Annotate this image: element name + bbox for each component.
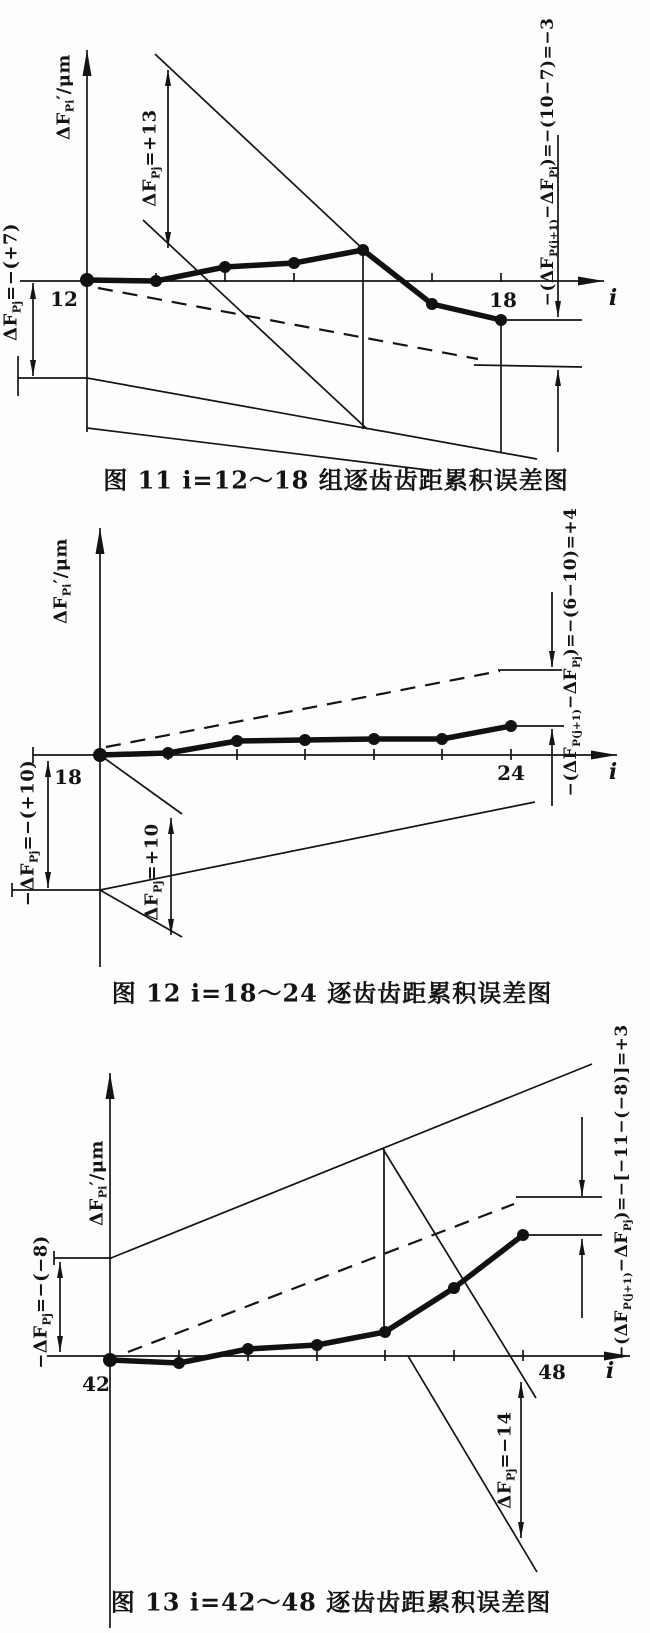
fig13-group-correction-annotation: $-(\Delta F_{P(j+1)}-\Delta F_{Pj})=-[-11-(-8)]=+3$ — [612, 1024, 634, 1360]
fig12-x-start-label: 18 — [54, 765, 82, 789]
fig11-left-offset-annotation: $\Delta F_{Pj}=-(+7)$ — [0, 223, 24, 341]
fig13-pitch-dev-annotation: $\Delta F_{Pj}=-14$ — [494, 1411, 518, 1509]
fig11-group-correction-annotation: $-(\Delta F_{P(j+1)}-\Delta F_{Pj})=-(10-7)=-3$ — [538, 17, 560, 307]
fig12-pitch-dev-annotation: $\Delta F_{Pj}=+10$ — [141, 823, 165, 921]
fig12-left-offset-annotation: $-\Delta F_{Pj}=-(+10)$ — [17, 759, 41, 907]
fig13-left-offset-annotation: $-\Delta F_{Pj}=-(-8)$ — [30, 1235, 54, 1369]
fig11-x-axis-symbol: i — [608, 285, 618, 311]
fig11-x-start-label: 12 — [50, 287, 78, 311]
fig12-x-axis-symbol: i — [608, 759, 618, 785]
fig11-y-axis-label: $\Delta F_{Pi}'/\mu m$ — [53, 54, 77, 140]
fig12-y-axis-label: $\Delta F_{Pi}'/\mu m$ — [50, 538, 74, 624]
fig12-group-correction-annotation: $-(\Delta F_{P(j+1)}-\Delta F_{Pj})=-(6-10)=+4$ — [561, 507, 583, 797]
fig11-pitch-dev-annotation: $\Delta F_{Pj}=+13$ — [139, 109, 163, 207]
fig13-x-end-label: 48 — [538, 1360, 566, 1384]
fig13-x-axis-symbol: i — [605, 1358, 615, 1384]
fig11-x-end-label: 18 — [489, 288, 517, 312]
fig13-y-axis-label: $\Delta F_{Pi}'/\mu m$ — [86, 1140, 110, 1226]
figure-13-caption: 图 13 i=42～48 逐齿齿距累积误差图 — [110, 1587, 552, 1617]
figure-12-caption: 图 12 i=18～24 逐齿齿距累积误差图 — [111, 978, 553, 1008]
fig12-x-end-label: 24 — [497, 761, 525, 785]
fig13-x-start-label: 42 — [82, 1372, 110, 1396]
figure-11-caption: 图 11 i=12～18 组逐齿齿距累积误差图 — [103, 465, 569, 495]
